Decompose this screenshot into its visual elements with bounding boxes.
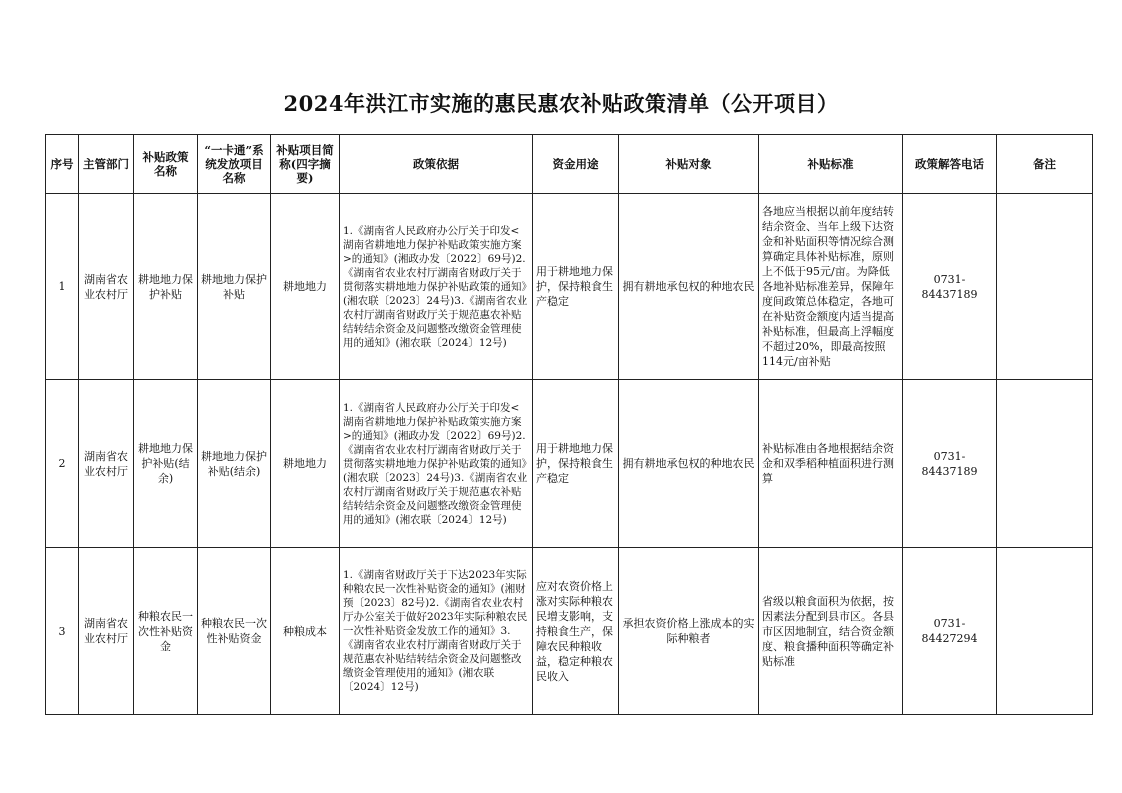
policy-table — [45, 134, 1093, 715]
cell-basis: 1.《湖南省人民政府办公厅关于印发<湖南省耕地地力保护补贴政策实施方案>的通知》(湘政办发〔2022〕69号)2.《湖南省农业农村厅湖南省财政厅关于贯彻落实耕地地力保护补贴政策的通知》(湘农联〔2023〕24号)3.《湖南省农业农村厅湖南省财政厅关于规范惠农补贴结转结余资金及问题整改缴资金管理使用的通知》(湘农联〔2024〕12号) — [340, 380, 533, 548]
cell-target: 承担农资价格上涨成本的实际种粮者 — [619, 548, 759, 715]
header-dept: 主管部门 — [79, 135, 134, 194]
table-row — [46, 548, 1093, 715]
cell-remark — [997, 548, 1093, 715]
cell-short-name: 种粮成本 — [271, 548, 340, 715]
cell-short-name: 耕地地力 — [271, 380, 340, 548]
header-remark: 备注 — [997, 135, 1093, 194]
cell-card-item: 耕地地力保护补贴 — [198, 194, 271, 380]
cell-phone: 0731-84427294 — [903, 548, 997, 715]
cell-standard: 补贴标准由各地根据结余资金和双季稻种植面积进行测算 — [759, 380, 903, 548]
cell-seq: 3 — [46, 548, 79, 715]
cell-card-item: 耕地地力保护补贴(结余) — [198, 380, 271, 548]
cell-dept: 湖南省农业农村厅 — [79, 194, 134, 380]
cell-use: 应对农资价格上涨对实际种粮农民增支影响，支持粮食生产，保障农民种粮收益，稳定种粮农民收入 — [533, 548, 619, 715]
cell-target: 拥有耕地承包权的种地农民 — [619, 380, 759, 548]
header-basis: 政策依据 — [340, 135, 533, 194]
header-short-name: 补贴项目简称(四字摘要) — [271, 135, 340, 194]
header-target: 补贴对象 — [619, 135, 759, 194]
cell-short-name: 耕地地力 — [271, 194, 340, 380]
header-policy-name: 补贴政策名称 — [134, 135, 198, 194]
cell-policy-name: 种粮农民一次性补贴资金 — [134, 548, 198, 715]
header-phone: 政策解答电话 — [903, 135, 997, 194]
header-card-item: “一卡通”系统发放项目名称 — [198, 135, 271, 194]
header-standard: 补贴标准 — [759, 135, 903, 194]
cell-phone: 0731-84437189 — [903, 194, 997, 380]
cell-policy-name: 耕地地力保护补贴(结余) — [134, 380, 198, 548]
cell-phone: 0731-84437189 — [903, 380, 997, 548]
cell-dept: 湖南省农业农村厅 — [79, 380, 134, 548]
header-use: 资金用途 — [533, 135, 619, 194]
table-row — [46, 380, 1093, 548]
header-seq: 序号 — [46, 135, 79, 194]
cell-card-item: 种粮农民一次性补贴资金 — [198, 548, 271, 715]
cell-seq: 1 — [46, 194, 79, 380]
cell-standard: 省级以粮食面积为依据，按因素法分配到县市区。各县市区因地制宜，结合资金额度、粮食播种面积等确定补贴标准 — [759, 548, 903, 715]
table-row — [46, 194, 1093, 380]
cell-policy-name: 耕地地力保护补贴 — [134, 194, 198, 380]
page-title: 2024年洪江市实施的惠民惠农补贴政策清单（公开项目） — [283, 91, 839, 116]
cell-use: 用于耕地地力保护，保持粮食生产稳定 — [533, 380, 619, 548]
cell-use: 用于耕地地力保护，保持粮食生产稳定 — [533, 194, 619, 380]
cell-basis: 1.《湖南省人民政府办公厅关于印发<湖南省耕地地力保护补贴政策实施方案>的通知》(湘政办发〔2022〕69号)2.《湖南省农业农村厅湖南省财政厅关于贯彻落实耕地地力保护补贴政策的通知》(湘农联〔2023〕24号)3.《湖南省农业农村厅湖南省财政厅关于规范惠农补贴结转结余资金及问题整改缴资金管理使用的通知》(湘农联〔2024〕12号) — [340, 194, 533, 380]
cell-basis: 1.《湖南省财政厅关于下达2023年实际种粮农民一次性补贴资金的通知》(湘财预〔2023〕82号)2.《湖南省农业农村厅办公室关于做好2023年实际种粮农民一次性补贴资金发放工作的通知》3.《湖南省农业农村厅湖南省财政厅关于规范惠农补贴结转结余资金及问题整改缴资金管理使用的通知》(湘农联〔2024〕12号) — [340, 548, 533, 715]
cell-seq: 2 — [46, 380, 79, 548]
cell-remark — [997, 380, 1093, 548]
cell-remark — [997, 194, 1093, 380]
cell-standard: 各地应当根据以前年度结转结余资金、当年上级下达资金和补贴面积等情况综合测算确定具体补贴标准，原则上不低于95元/亩。为降低各地补贴标准差异，保障年度间政策总体稳定，各地可在补贴资金额度内适当提高补贴标准，但最高上浮幅度不超过20%，即最高按照114元/亩补贴 — [759, 194, 903, 380]
cell-target: 拥有耕地承包权的种地农民 — [619, 194, 759, 380]
header-row — [46, 135, 1093, 194]
cell-dept: 湖南省农业农村厅 — [79, 548, 134, 715]
